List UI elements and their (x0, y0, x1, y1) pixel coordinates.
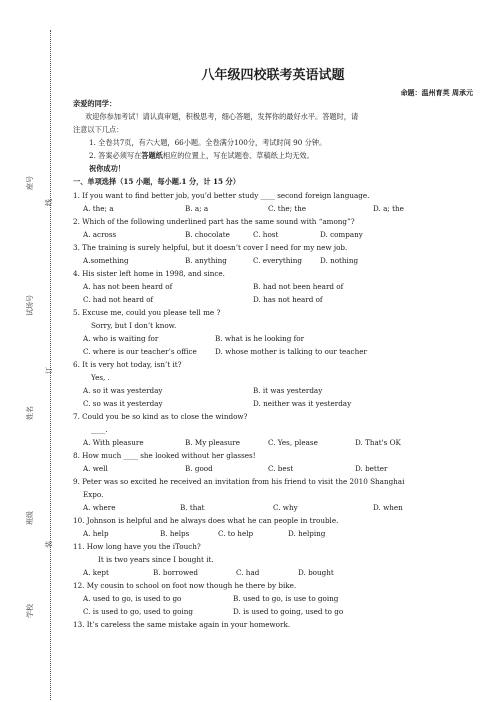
q11-option-d: D. bought (298, 568, 334, 577)
q2-option-c: C. host (253, 230, 279, 239)
question-1-stem: 1. If you want to find better job, you’d better study ____ second foreign language. (73, 191, 370, 200)
section-1-heading: 一、单项选择（15 小题，每小题.1 分，计 15 分） (73, 177, 240, 186)
q6-option-a: A. so it was yesterday (83, 386, 163, 395)
question-6-stem: 6. It is very hot today, isn’t it? (73, 360, 182, 369)
question-12-stem: 12. My cousin to school on foot now though he there by bike. (73, 581, 297, 590)
question-7-reply: ____. (91, 425, 108, 434)
q5-option-d: D. whose mother is talking to our teacher (215, 347, 367, 356)
question-10-stem: 10. Johnson is helpful and he always does what he can people in trouble. (73, 516, 339, 525)
margin-name-label: 姓名 (26, 406, 34, 420)
q3-option-d: D. nothing (320, 256, 359, 265)
question-8-stem: 8. How much ____ she looked without her glasses! (73, 451, 256, 460)
margin-exam-no-label: 试场号 (26, 295, 34, 316)
q3-option-c: C. everything (253, 256, 302, 265)
q4-option-b: B. had not been heard of (253, 282, 344, 291)
q6-option-d: D. neither was it yesterday (253, 399, 352, 408)
page-title: 八年级四校联考英语试题 (201, 68, 345, 83)
q12-option-d: D. is used to going, used to go (233, 607, 344, 616)
q5-option-c: C. where is our teacher’s office (83, 347, 197, 356)
question-9-continuation: Expo. (83, 490, 104, 499)
q1-option-d: D. a; the (373, 204, 404, 213)
q7-option-c: C. Yes, please (268, 438, 318, 447)
question-13-stem: 13. It’s careless the same mistake again in your homework. (73, 620, 291, 629)
q8-option-c: C. best (268, 464, 294, 473)
q10-option-b: B. helps (160, 529, 190, 538)
q6-option-b: B. it was yesterday (253, 386, 323, 395)
q3-option-b: B. anything (185, 256, 227, 265)
q3-option-a: A.something (83, 256, 129, 265)
q10-option-a: A. help (83, 529, 109, 538)
q4-option-d: D. has not heard of (253, 295, 323, 304)
margin-seat-no-label: 座号 (26, 176, 34, 190)
binding-margin (0, 0, 55, 702)
greeting: 亲爱的同学： (73, 99, 117, 108)
intro-line-1: 欢迎你参加考试！请认真审题，积极思考，细心答题，发挥你的最好水平。答题时，请 (85, 112, 359, 121)
q1-option-a: A. the; a (83, 204, 114, 213)
question-4-stem: 4. His sister left home in 1998, and since. (73, 269, 225, 278)
q8-option-b: B. good (185, 464, 213, 473)
q11-option-b: B. borrowed (153, 568, 198, 577)
q12-option-c: C. is used to go, used to going (83, 607, 193, 616)
margin-ding-label: 订 (45, 367, 53, 374)
q11-option-c: C. had (236, 568, 260, 577)
q9-option-a: A. where (83, 503, 116, 512)
q7-option-d: D. That's OK (355, 438, 401, 447)
margin-class-label: 班级 (26, 511, 34, 525)
q5-option-b: B. what is he looking for (215, 334, 305, 343)
question-11-stem: 11. How long have you the iTouch? (73, 542, 201, 551)
author-line: 命题：温州育英 周承元 (400, 88, 473, 97)
q4-option-a: A. has not been heard of (83, 282, 173, 291)
q1-option-b: B. a; a (185, 204, 209, 213)
margin-school-label: 学校 (26, 604, 34, 618)
q6-option-c: C. so was it yesterday (83, 399, 163, 408)
q2-option-d: D. company (320, 230, 363, 239)
note-1: 1. 全卷共7页，有六大题，66小题。全卷满分100分，考试时间 90 分钟。 (89, 138, 327, 147)
intro-line-2: 注意以下几点： (73, 125, 124, 134)
q9-option-b: B. that (180, 503, 205, 512)
q7-option-a: A. With pleasure (83, 438, 144, 447)
question-7-stem: 7. Could you be so kind as to close the window? (73, 412, 248, 421)
question-5-reply: Sorry, but I don’t know. (91, 321, 177, 330)
q1-option-c: C. the; the (268, 204, 307, 213)
q11-option-a: A. kept (83, 568, 109, 577)
q10-option-c: C. to help (218, 529, 254, 538)
note-2: 2. 答案必须写在答题纸相应的位置上，写在试题卷、草稿纸上均无效。 (89, 151, 314, 160)
q2-option-a: A. across (83, 230, 117, 239)
binding-dotted-line (50, 30, 51, 700)
q10-option-d: D. helping (288, 529, 326, 538)
good-luck: 祝你成功！ (89, 164, 125, 173)
q2-option-b: B. chocolate (185, 230, 230, 239)
q8-option-a: A. well (83, 464, 108, 473)
margin-xian-label: 线 (45, 199, 53, 206)
margin-zhuang-label: 装 (45, 541, 53, 548)
question-3-stem: 3. The training is surely helpful, but it doesn’t cover I need for my new job. (73, 243, 348, 252)
q5-option-a: A. who is waiting for (83, 334, 159, 343)
question-2-stem: 2. Which of the following underlined part has the same sound with “among”? (73, 217, 355, 226)
q12-option-a: A. used to go, is used to go (83, 594, 182, 603)
q7-option-b: B. My pleasure (185, 438, 241, 447)
question-5-stem: 5. Excuse me, could you please tell me ? (73, 308, 221, 317)
answer-sheet-emphasis: 答题纸 (141, 151, 163, 160)
question-11-reply: It is two years since I bought it. (98, 555, 214, 564)
question-6-reply: Yes, . (91, 373, 110, 382)
q9-option-c: C. why (273, 503, 298, 512)
q4-option-c: C. had not heard of (83, 295, 154, 304)
q9-option-d: D. when (373, 503, 403, 512)
q8-option-d: D. better (355, 464, 388, 473)
q12-option-b: B. used to go, is use to going (233, 594, 339, 603)
question-9-stem: 9. Peter was so excited he received an invitation from his friend to visit the 2010 Shanghai (73, 477, 405, 486)
